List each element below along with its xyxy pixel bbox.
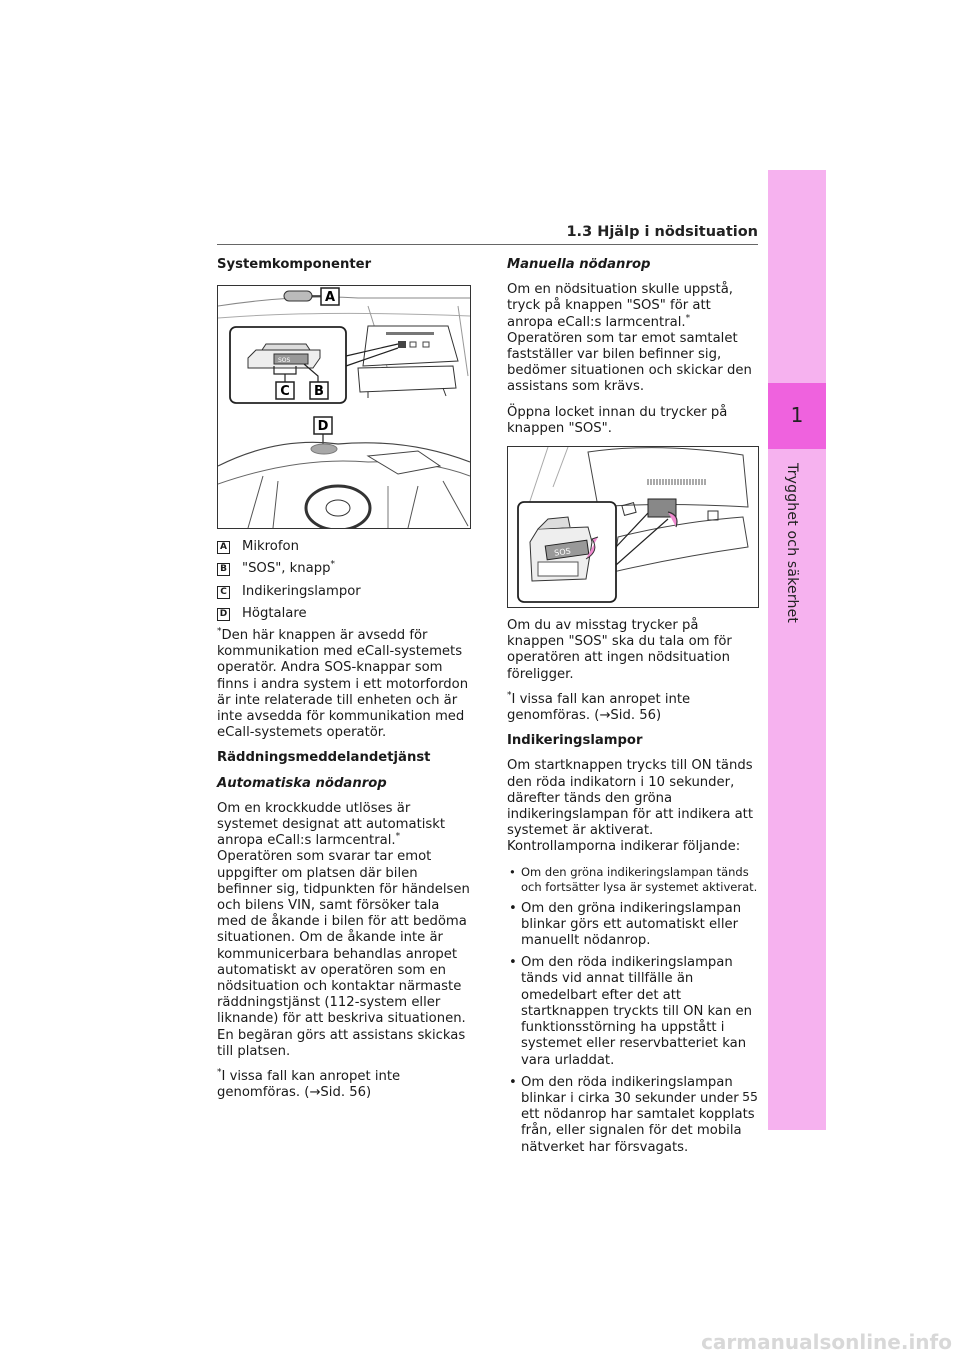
- label-c: C: [280, 384, 290, 400]
- list-item: • Om den gröna indikeringslampan tänds och fortsätter lysa är systemet aktiverat.: [507, 865, 759, 895]
- watermark: carmanualsonline.info: [701, 1330, 952, 1354]
- paragraph-open-lid: Öppna locket innan du trycker på knappen "SOS".: [507, 404, 728, 436]
- label-b: B: [314, 384, 324, 400]
- footnote-mark: *: [507, 690, 512, 701]
- heading-manuella: Manuella nödanrop: [507, 257, 651, 272]
- legend-text: "SOS", knapp: [242, 561, 331, 577]
- legend-item: [217, 561, 471, 577]
- indicator-list: [507, 865, 759, 1156]
- footnote: [217, 628, 471, 741]
- legend-list: [217, 539, 471, 622]
- paragraph-indicators: Om startknappen trycks till ON tänds den röda indikatorn i 10 sekunder, därefter tänds den gröna indikeringslampan för att indikera att systemet är aktiverat. Kontrollamporna indikerar följande:: [507, 758, 754, 855]
- label-a: A: [324, 290, 336, 306]
- note: [217, 1069, 471, 1101]
- paragraph-mistake: Om du av misstag trycker på knappen "SOS" ska du tala om för operatören att ingen nödsituation föreligger.: [507, 618, 732, 682]
- footnote-mark: *: [217, 1067, 222, 1078]
- side-tab: [768, 170, 826, 1130]
- footnote-mark: *: [685, 313, 691, 324]
- section-title: 1.3 Hjälp i nödsituation: [566, 224, 758, 240]
- interior-illustration: [218, 286, 470, 528]
- paragraph-text: Om en nödsituation skulle uppstå, tryck på knappen "SOS" för att anropa eCall:s larmcentral.: [507, 282, 733, 330]
- paragraph-text: Operatören som svarar tar emot uppgifter om platsen där bilen befinner sig, tidpunkten för händelsen och bilens VIN, samt försöker tala med de åkande i bilen för att bedöma situationen. Om de åkande inte är kommunicerbara behandlas anropet automatiskt av operatören som en nödsituation och kontaktar närmaste räddningstjänst (112-system eller liknande) för att beskriva situationen. En begäran görs att assistans skickas till platsen.: [217, 849, 470, 1059]
- legend-key: C: [217, 586, 230, 599]
- header-rule: [217, 244, 758, 245]
- chapter-number: 1: [790, 403, 804, 427]
- chapter-title: Trygghet och säkerhet: [784, 463, 800, 624]
- right-column: [507, 257, 759, 1164]
- inset-sos-text: SOS: [553, 546, 572, 558]
- legend-item: [217, 606, 471, 622]
- inset-sos-text: SOS: [278, 357, 291, 365]
- paragraph-manual-call: [507, 282, 759, 395]
- paragraph-text: Operatören som tar emot samtalet fastställer var bilen befinner sig, bedömer situationen och skickar den assistans som krävs.: [507, 330, 752, 395]
- legend-text: Mikrofon: [242, 539, 299, 555]
- legend-text: Högtalare: [242, 605, 307, 621]
- page-number: 55: [742, 1089, 758, 1104]
- left-column: [217, 257, 471, 1111]
- legend-key: B: [217, 563, 230, 576]
- sos-button-figure: [507, 446, 759, 608]
- list-item: • Om den röda indikeringslampan blinkar i cirka 30 sekunder under ett nödanrop har samtalet kopplats från, eller signalen för det mobila nätverket har försvagats.: [507, 1075, 759, 1156]
- footnote-text: Den här knappen är avsedd för kommunikation med eCall-systemets operatör. Andra SOS-knappar som finns i andra system i ett motorfordon är inte relaterade till enheten och är inte avsedda för kommunikation med eCall-systemets operatör.: [217, 628, 469, 741]
- note-text: I vissa fall kan anropet inte genomföras. (→Sid. 56): [217, 1069, 401, 1101]
- footnote-mark: *: [330, 560, 335, 571]
- note-text: I vissa fall kan anropet inte genomföras. (→Sid. 56): [507, 691, 691, 724]
- footnote-mark: *: [395, 831, 401, 842]
- list-item: • Om den röda indikeringslampan tänds vid annat tillfälle än omedelbart efter det att startknappen tryckts till ON kan en funktionsstörning ha uppstått i systemet eller reservbatteriet kan vara urladdat.: [507, 955, 759, 1068]
- heading-indikeringslampor: Indikeringslampor: [507, 733, 643, 749]
- system-components-figure: [217, 285, 471, 529]
- heading-raddningstjanst: Räddningsmeddelandetjänst: [217, 750, 431, 766]
- paragraph-text: Om en krockkudde utlöses är systemet designat att automatiskt anropa eCall:s larmcentral.: [217, 800, 446, 849]
- paragraph-automatic-call: [217, 801, 471, 1060]
- overhead-console-illustration: [508, 447, 758, 607]
- legend-item: [217, 539, 471, 555]
- legend-key: D: [217, 608, 230, 621]
- heading-systemkomponenter: Systemkomponenter: [217, 257, 372, 272]
- legend-key: A: [217, 541, 230, 554]
- legend-item: [217, 584, 471, 600]
- heading-automatiska: Automatiska nödanrop: [217, 775, 387, 791]
- label-d: D: [317, 419, 329, 435]
- list-item: • Om den gröna indikeringslampan blinkar görs ett automatiskt eller manuellt nödanrop.: [507, 901, 759, 950]
- footnote-mark: *: [217, 626, 222, 637]
- legend-text: Indikeringslampor: [242, 583, 361, 599]
- note: [507, 692, 759, 724]
